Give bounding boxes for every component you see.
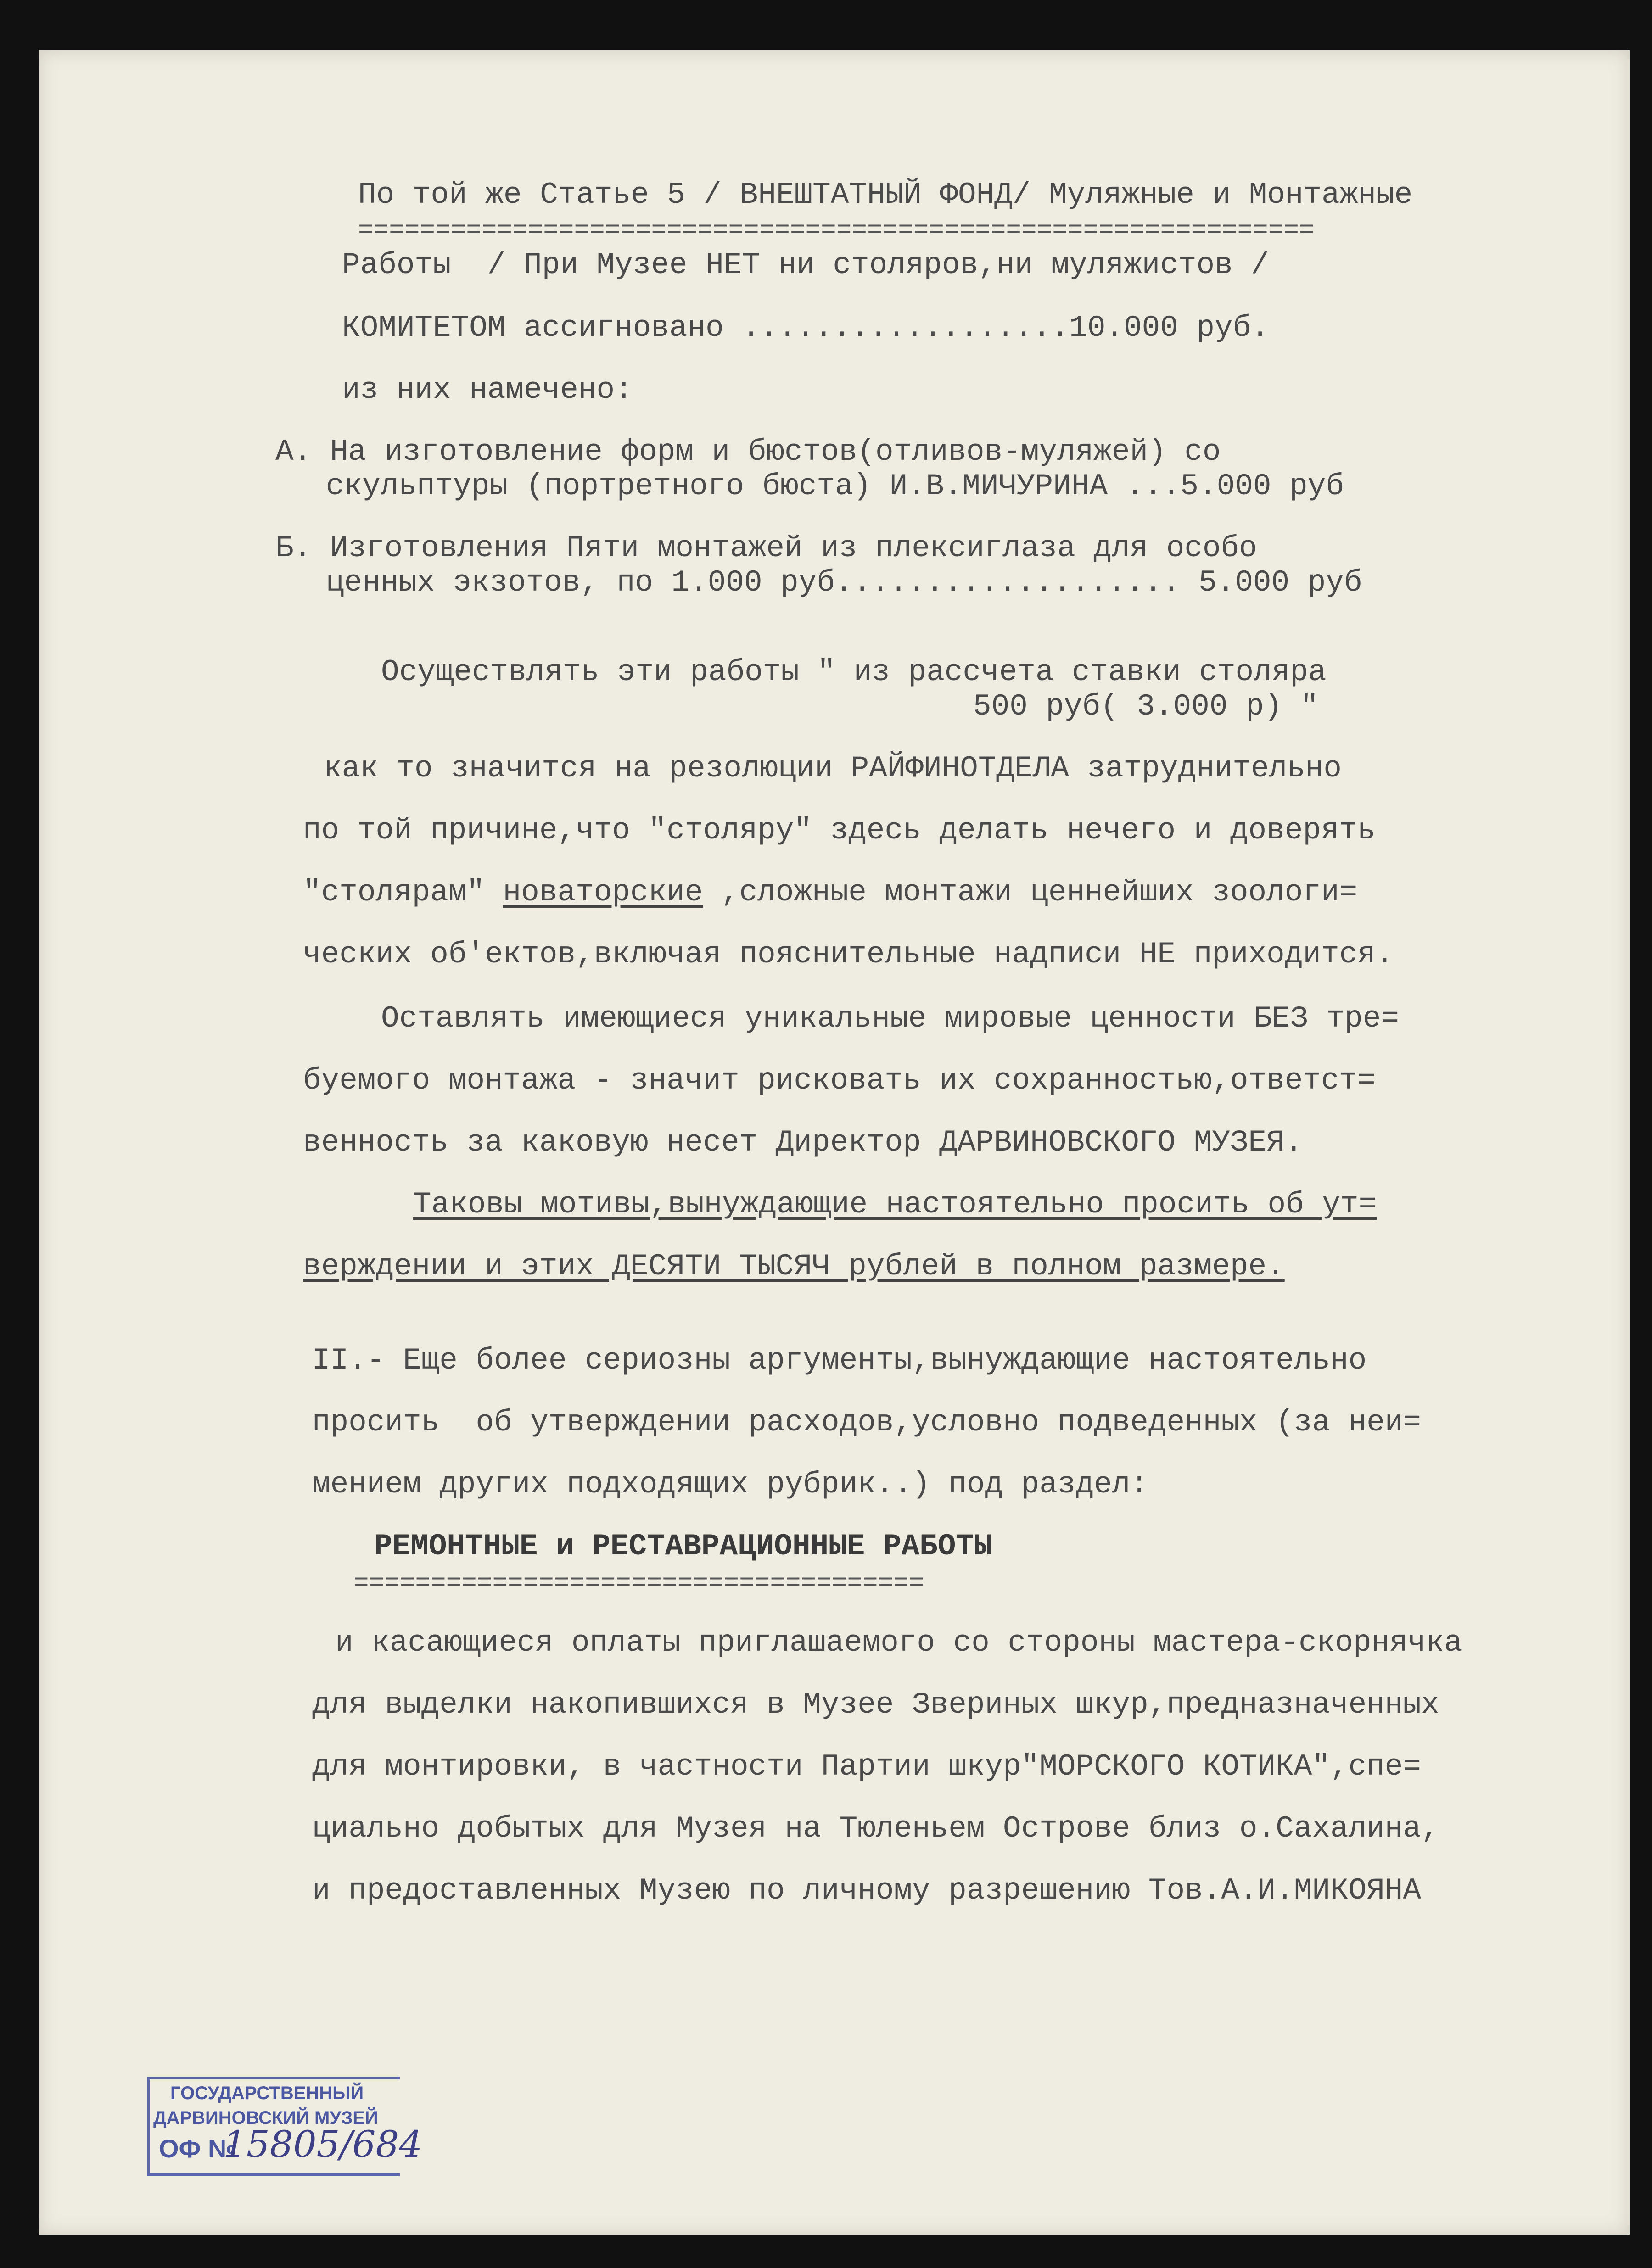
allocation-line: КОМИТЕТОМ ассигновано ..................10.000 руб. xyxy=(342,311,1269,345)
item-a-line: А. На изготовление форм и бюстов(отливов-муляжей) со xyxy=(275,435,1221,469)
text-line: из них намечено: xyxy=(342,373,633,407)
quote-line: Осуществлять эти работы " из рассчета ставки столяра xyxy=(381,655,1327,689)
paragraph-line: венность за каковую несет Директор ДАРВИНОВСКОГО МУЗЕЯ. xyxy=(303,1125,1303,1160)
paragraph-line: и касающиеся оплаты приглашаемого со стороны мастера-скорнячка xyxy=(335,1626,1462,1660)
item-b-line: ценных экзотов, по 1.000 руб................... 5.000 руб xyxy=(326,565,1362,600)
paragraph-line: для монтировки, в частности Партии шкур"МОРСКОГО КОТИКА",спе= xyxy=(312,1749,1421,1784)
paragraph-line: для выделки накопившихся в Музее Звериных шкур,предназначенных xyxy=(312,1687,1439,1722)
paragraph-line: по той причине,что "столяру" здесь делать нечего и доверять xyxy=(303,813,1376,848)
stamp-line: ГОСУДАРСТВЕННЫЙ xyxy=(170,2083,364,2103)
paragraph-line: "столярам" новаторские ,сложные монтажи ценнейших зоологи= xyxy=(303,875,1358,910)
paragraph-line: мением других подходящих рубрик..) под раздел: xyxy=(312,1467,1148,1502)
paragraph-line: буемого монтажа - значит рисковать их сохранностью,ответст= xyxy=(303,1063,1376,1098)
stamp-number-handwritten: 15805/684 xyxy=(223,2123,423,2166)
paragraph-line: и предоставленных Музею по личному разрешению Тов.А.И.МИКОЯНА xyxy=(312,1873,1421,1908)
underlined-line: верждении и этих ДЕСЯТИ ТЫСЯЧ рублей в полном размере. xyxy=(303,1249,1285,1284)
item-b-line: Б. Изготовления Пяти монтажей из плексиглаза для особо xyxy=(275,531,1257,565)
stamp-prefix: ОФ № xyxy=(159,2134,237,2163)
museum-stamp xyxy=(147,2077,423,2176)
paragraph-line: II.- Еще более сериозны аргументы,вынуждающие настоятельно xyxy=(312,1343,1367,1378)
header-line: По той же Статье 5 / ВНЕШТАТНЫЙ ФОНД/ Муляжные и Монтажные xyxy=(358,178,1413,212)
paragraph-line: циально добытых для Музея на Тюленьем Острове близ о.Сахалина, xyxy=(312,1811,1439,1846)
quote-line: 500 руб( 3.000 р) " xyxy=(973,689,1319,724)
paragraph-line: ческих об'ектов,включая пояснительные надписи НЕ приходится. xyxy=(303,937,1394,972)
paragraph-line: просить об утверждении расходов,условно подведенных (за неи= xyxy=(312,1405,1421,1440)
underlined-line: Таковы мотивы,вынуждающие настоятельно просить об ут= xyxy=(413,1187,1377,1222)
item-a-line: скульптуры (портретного бюста) И.В.МИЧУРИНА ...5.000 руб xyxy=(326,469,1344,503)
underlined-word: новаторские xyxy=(503,875,703,910)
paragraph-line: Оставлять имеющиеся уникальные мировые ценности БЕЗ тре= xyxy=(381,1001,1399,1036)
text-line: Работы / При Музее НЕТ ни столяров,ни муляжистов / xyxy=(342,248,1269,282)
paragraph-line: как то значится на резолюции РАЙФИНОТДЕЛА затруднительно xyxy=(324,751,1342,786)
section-heading: РЕМОНТНЫЕ и РЕСТАВРАЦИОННЫЕ РАБОТЫ xyxy=(374,1529,992,1564)
double-rule: ============================================================== xyxy=(358,221,1315,240)
stamp-line: ДАРВИНОВСКИЙ МУЗЕЙ xyxy=(153,2108,378,2128)
double-rule: ===================================== xyxy=(353,1574,924,1592)
